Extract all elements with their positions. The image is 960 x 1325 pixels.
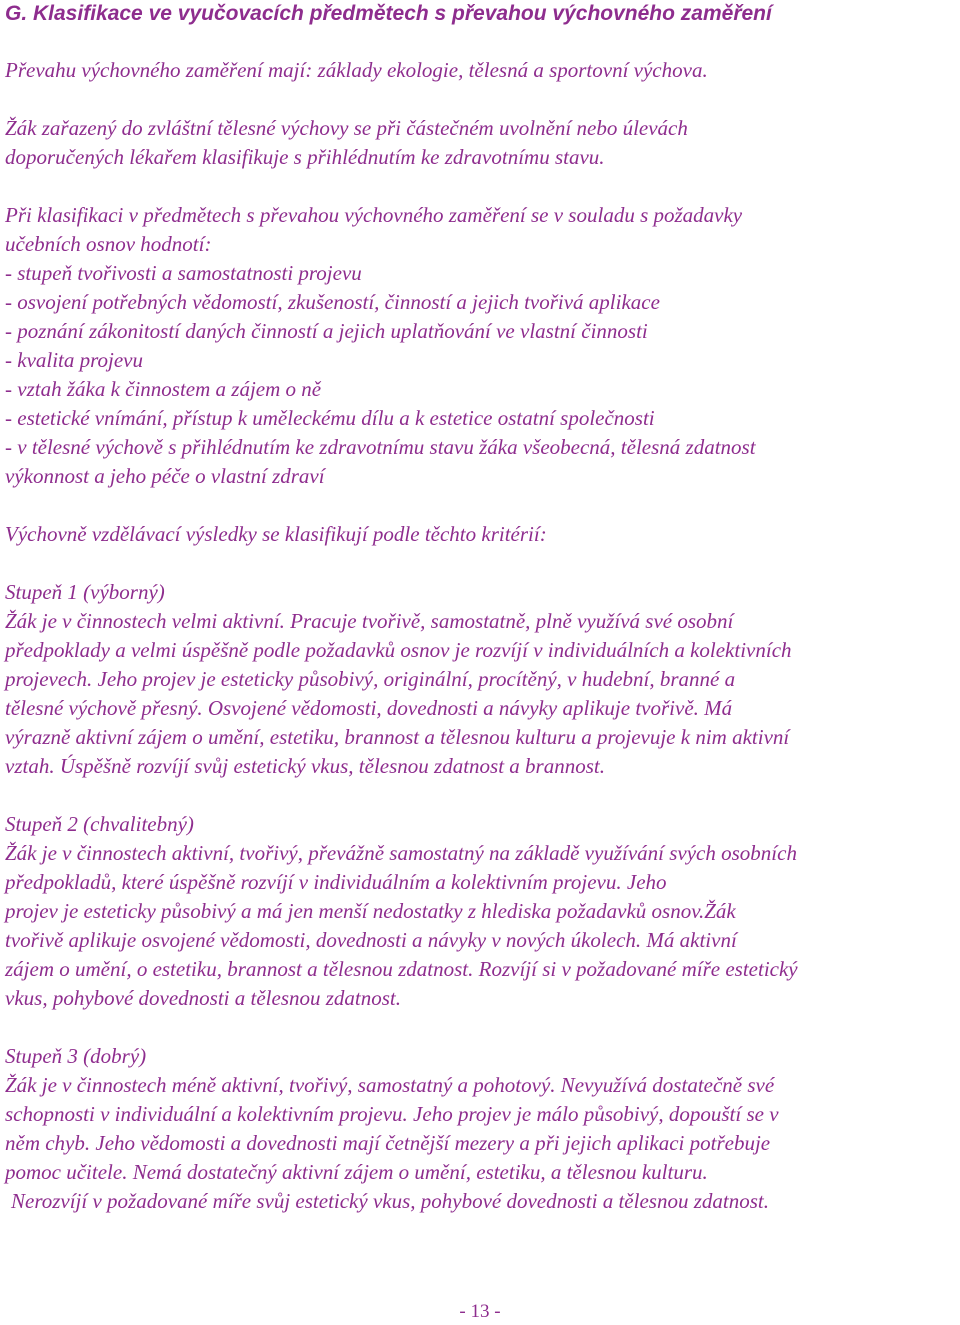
grade-text-line: projevech. Jeho projev je esteticky působivý, originální, procítěný, v hudební, branné a: [5, 667, 736, 691]
grade-text-line: zájem o umění, o estetiku, brannost a tělesnou zdatnost. Rozvíjí si v požadované míře estetický: [5, 957, 798, 981]
grade-text-line: vztah. Úspěšně rozvíjí svůj estetický vkus, tělesnou zdatnost a brannost.: [5, 754, 605, 778]
grade-text-line: Žák je v činnostech aktivní, tvořivý, převážně samostatný na základě využívání svých osobních: [5, 841, 797, 865]
results-intro: Výchovně vzdělávací výsledky se klasifikují podle těchto kritérií:: [5, 522, 547, 546]
special-pe-line: doporučených lékařem klasifikuje s přihlédnutím ke zdravotnímu stavu.: [5, 145, 605, 169]
criteria-item: - stupeň tvořivosti a samostatnosti projevu: [5, 261, 362, 285]
grade-title: Stupeň 3 (dobrý): [5, 1044, 147, 1068]
section-heading: G. Klasifikace ve vyučovacích předmětech s převahou výchovného zaměření: [5, 2, 772, 25]
criteria-item: - v tělesné výchově s přihlédnutím ke zdravotnímu stavu žáka všeobecná, tělesná zdatnost: [5, 435, 756, 459]
criteria-lead-line: učebních osnov hodnotí:: [5, 232, 212, 256]
special-pe-line: Žák zařazený do zvláštní tělesné výchovy se při částečném uvolnění nebo úlevách: [5, 116, 688, 140]
criteria-item: výkonnost a jeho péče o vlastní zdraví: [5, 464, 325, 488]
grade-text-line: projev je esteticky působivý a má jen menší nedostatky z hlediska požadavků osnov.Žák: [5, 899, 736, 923]
criteria-item: - estetické vnímání, přístup k uměleckému dílu a k estetice ostatní společnosti: [5, 406, 655, 430]
page-number: - 13 -: [459, 1301, 501, 1322]
grade-text-line: tělesné výchově přesný. Osvojené vědomosti, dovednosti a návyky aplikuje tvořivě. Má: [5, 696, 733, 720]
grade-text-line: Nerozvíjí v požadované míře svůj estetický vkus, pohybové dovednosti a tělesnou zdatnost.: [11, 1189, 769, 1213]
grade-text-line: předpokladů, které úspěšně rozvíjí v individuálním a kolektivním projevu. Jeho: [5, 870, 667, 894]
criteria-item: - kvalita projevu: [5, 348, 144, 372]
grade-text-line: Žák je v činnostech velmi aktivní. Pracuje tvořivě, samostatně, plně využívá své osobní: [5, 609, 734, 633]
criteria-item: - poznání zákonitostí daných činností a jejich uplatňování ve vlastní činnosti: [5, 319, 648, 343]
grade-text-line: vkus, pohybové dovednosti a tělesnou zdatnost.: [5, 986, 402, 1010]
grade-title: Stupeň 2 (chvalitebný): [5, 812, 194, 836]
grade-text-line: Žák je v činnostech méně aktivní, tvořivý, samostatný a pohotový. Nevyužívá dostatečně své: [5, 1073, 775, 1097]
grade-title: Stupeň 1 (výborný): [5, 580, 165, 604]
criteria-item: - osvojení potřebných vědomostí, zkušeností, činností a jejich tvořivá aplikace: [5, 290, 660, 314]
criteria-item: - vztah žáka k činnostem a zájem o ně: [5, 377, 322, 401]
grade-text-line: něm chyb. Jeho vědomosti a dovednosti mají četnější mezery a při jejich aplikaci potřebuje: [5, 1131, 771, 1155]
grade-text-line: tvořivě aplikuje osvojené vědomosti, dovednosti a návyky v nových úkolech. Má aktivní: [5, 928, 737, 952]
criteria-lead-line: Při klasifikaci v předmětech s převahou výchovného zaměření se v souladu s požadavky: [5, 203, 743, 227]
grade-text-line: schopnosti v individuální a kolektivním projevu. Jeho projev je málo působivý, dopouští se v: [5, 1102, 779, 1126]
grade-text-line: výrazně aktivní zájem o umění, estetiku, brannost a tělesnou kulturu a projevuje k nim aktivní: [5, 725, 790, 749]
grade-text-line: pomoc učitele. Nemá dostatečný aktivní zájem o umění, estetiku, a tělesnou kulturu.: [5, 1160, 708, 1184]
grade-text-line: předpoklady a velmi úspěšně podle požadavků osnov je rozvíjí v individuálních a kolektivních: [5, 638, 792, 662]
intro-subjects: Převahu výchovného zaměření mají: základy ekologie, tělesná a sportovní výchova.: [5, 58, 708, 82]
